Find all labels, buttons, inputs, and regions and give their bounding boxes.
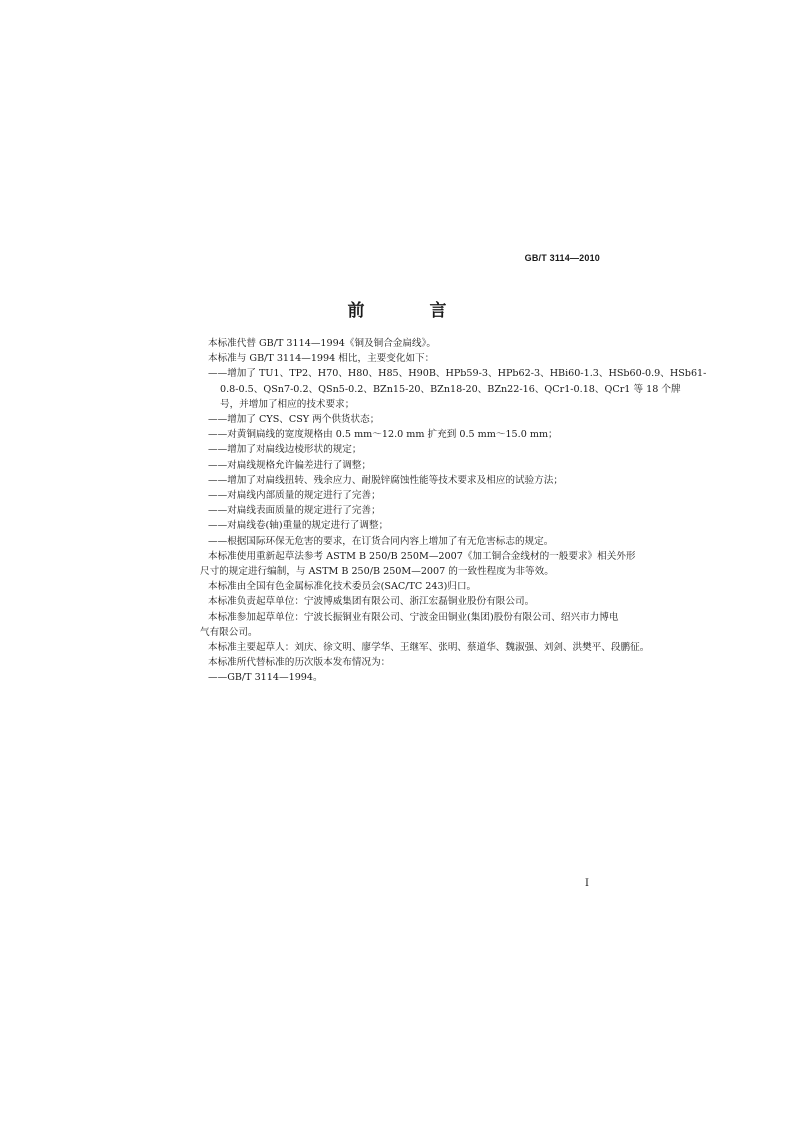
text-line: 本标准主要起草人：刘庆、徐文明、廖学华、王继军、张明、蔡道华、魏淑强、刘剑、洪樊平、段鹏征。 — [208, 642, 650, 654]
text-line: 本标准与 GB/T 3114—1994 相比，主要变化如下： — [208, 353, 435, 365]
text-line: 本标准代替 GB/T 3114—1994《铜及铜合金扁线》。 — [208, 338, 436, 349]
text-line: 本标准所代替标准的历次版本发布情况为： — [208, 657, 391, 669]
list-item: ——GB/T 3114—1994。 — [208, 672, 323, 684]
foreword-body — [200, 336, 707, 686]
list-item: ——对扁线内部质量的规定进行了完善； — [208, 490, 381, 502]
page-number: I — [585, 878, 589, 889]
list-item: ——增加了对扁线扭转、残余应力、耐脱锌腐蚀性能等技术要求及相应的试验方法； — [208, 474, 563, 486]
text-line: 本标准由全国有色金属标准化技术委员会(SAC/TC 243)归口。 — [208, 581, 477, 593]
text-line-continuation: 尺寸的规定进行编制，与 ASTM B 250/B 250M—2007 的一致性程度为非等效。 — [200, 566, 554, 578]
list-item: ——增加了 CYS、CSY 两个供货状态； — [208, 414, 380, 426]
list-item: ——增加了 TU1、TP2、H70、H80、H85、H90B、HPb59-3、HPb62-3、HBi60-1.3、HSb60-0.9、HSb61- — [208, 368, 707, 380]
text-line-continuation: 气有限公司。 — [200, 626, 258, 638]
list-item-continuation: 号，并增加了相应的技术要求； — [220, 398, 355, 410]
list-item: ——对扁线表面质量的规定进行了完善； — [208, 505, 381, 517]
list-item: ——根据国际环保无危害的要求，在订货合同内容上增加了有无危害标志的规定。 — [208, 535, 554, 547]
list-item: ——对扁线卷(轴)重量的规定进行了调整； — [208, 520, 389, 532]
standard-code: GB/T 3114—2010 — [524, 253, 600, 263]
list-item: ——对黄铜扁线的宽度规格由 0.5 mm～12.0 mm 扩充到 0.5 mm～15.0 mm； — [208, 429, 558, 441]
list-item-continuation: 0.8-0.5、QSn7-0.2、QSn5-0.2、BZn15-20、BZn18-20、BZn22-16、QCr1-0.18、QCr1 等 18 个牌 — [220, 383, 681, 395]
text-line: 本标准负责起草单位：宁波博威集团有限公司、浙江宏磊铜业股份有限公司。 — [208, 596, 535, 608]
list-item: ——增加了对扁线边棱形状的规定； — [208, 444, 362, 456]
list-item: ——对扁线规格允许偏差进行了调整； — [208, 459, 372, 471]
text-line: 本标准参加起草单位：宁波长振铜业有限公司、宁波金田铜业(集团)股份有限公司、绍兴市力博电 — [208, 611, 619, 623]
page-title: 前 言 — [347, 301, 471, 321]
text-line: 本标准使用重新起草法参考 ASTM B 250/B 250M—2007《加工铜合金线材的一般要求》相关外形 — [208, 550, 636, 562]
